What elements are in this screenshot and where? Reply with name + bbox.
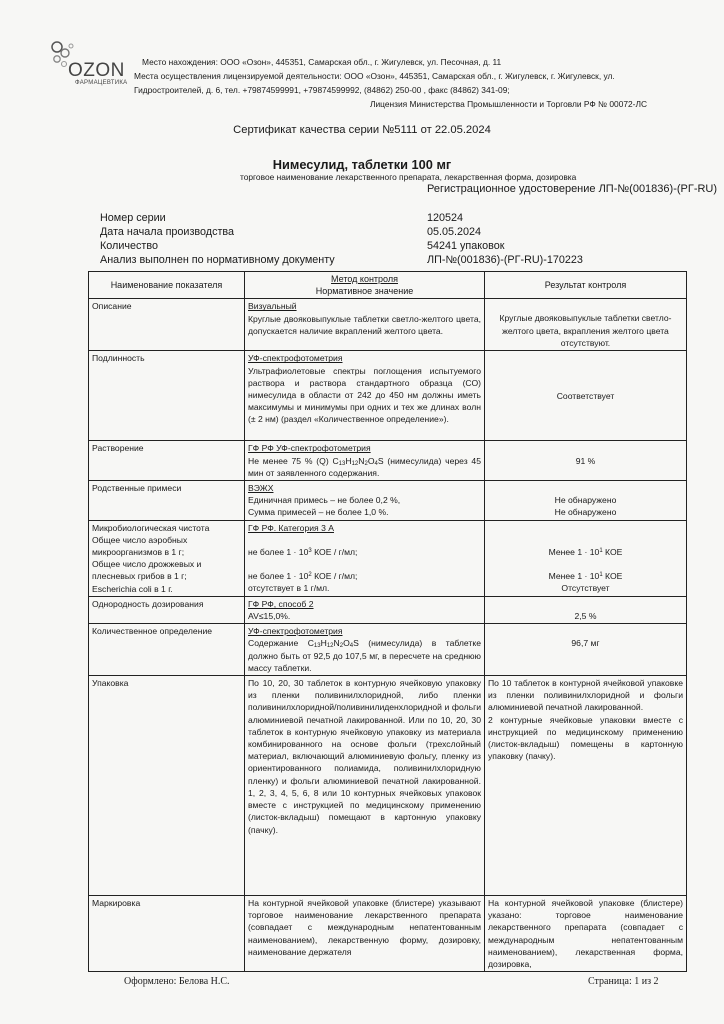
method-title: УФ-спектрофотометрия bbox=[248, 353, 343, 364]
row-method bbox=[245, 351, 485, 441]
registration-certificate: Регистрационное удостоверение ЛП-№(001836)-(РГ-RU) bbox=[427, 183, 718, 195]
result-paragraph: 2 контурные ячейковые упаковки вместе с инструкцией по медицинскому применению (листок-вкладыш) помещены в картонную упаковку (пачку). bbox=[488, 714, 683, 762]
header-result: Результат контроля bbox=[485, 272, 687, 299]
norm-line: не более $1 \cdot 10^3$ КОЕ / г/мл; bbox=[248, 546, 358, 557]
method-title: ГФ РФ, способ 2 bbox=[248, 598, 314, 609]
table-row bbox=[89, 520, 687, 596]
header-address: Место нахождения: ООО «Озон», 445351, Самарская обл., г. Жигулевск, ул. Песочная, д. 11 bbox=[142, 57, 502, 67]
table-row bbox=[89, 481, 687, 521]
method-title: ГФ РФ УФ-спектрофотометрия bbox=[248, 443, 371, 454]
row-method bbox=[245, 299, 485, 351]
method-title: Визуальный bbox=[248, 301, 297, 312]
production-date-label: Дата начала производства bbox=[100, 226, 235, 238]
header-contacts: Гидростроителей, д. 6, тел. +79874599991, +79874599992, (84862) 250-00 , факс (84862) 341-09; bbox=[134, 85, 510, 95]
table-row bbox=[89, 624, 687, 676]
table-header-row bbox=[89, 272, 687, 299]
row-result: 2,5 % bbox=[485, 596, 687, 623]
row-method: По 10, 20, 30 таблеток в контурную ячейковую упаковку из пленки поливинилхлоридной, либо пленки поливинилхлоридной/поливинилиденхлоридной и фольги алюминиевой печатной лакированной. Или по 10, 20, 30 таблеток в контурную ячейковую упаковку из материала комбинированного на основе фольги (трехслойный материал, включающий алюминиевую фольгу, пленку из ориентированного полиамида, поливинилхлоридную пленку) и фольги алюминиевой печатной лакированной. 1, 2, 3, 4, 5, 6, 8 или 10 контурных ячейковых упаковок вместе с инструкцией по медицинскому применению (листок-вкладыш) помещают в картонную упаковку (пачку). bbox=[245, 676, 485, 896]
norm-line: не более $1 \cdot 10^2$ КОЕ / г/мл; bbox=[248, 571, 358, 582]
header-method bbox=[245, 272, 485, 299]
row-method bbox=[245, 596, 485, 623]
norm-text: Ультрафиолетовые спектры поглощения испытуемого раствора и раствора стандартного образца (СО) нимесулида в области от 242 до 450 нм должны иметь максимумы и минимумы при одних и тех же длинах волн (± 2 нм) (раздел «Количественное определение»). bbox=[248, 365, 481, 425]
method-title: УФ-спектрофотометрия bbox=[248, 626, 343, 637]
normative-doc-label: Анализ выполнен по нормативному документу bbox=[100, 254, 335, 266]
header-licensed-places: Места осуществления лицензируемой деятельности: ООО «Озон», 445351, Самарская обл., г. Жигулевск, г. Жигулевск, ул. bbox=[134, 71, 615, 81]
header-license: Лицензия Министерства Промышленности и Торговли РФ № 00072-ЛС bbox=[370, 99, 647, 109]
prepared-by: Оформлено: Белова Н.С. bbox=[124, 976, 230, 987]
row-result bbox=[485, 299, 687, 351]
row-name: Упаковка bbox=[89, 676, 245, 896]
result-line: Менее $1 \cdot 10^1$ КОЕ bbox=[548, 570, 623, 581]
result-line: Менее $1 \cdot 10^1$ КОЕ bbox=[548, 546, 623, 557]
row-method bbox=[245, 481, 485, 521]
row-name: Описание bbox=[89, 299, 245, 351]
table-row bbox=[89, 676, 687, 896]
result-line: Отсутствует bbox=[561, 583, 610, 594]
page-number: Страница: 1 из 2 bbox=[588, 976, 659, 987]
table-row bbox=[89, 299, 687, 351]
row-name: Количественное определение bbox=[89, 624, 245, 676]
result-line: Не обнаружено bbox=[554, 495, 617, 506]
method-title: ГФ РФ. Категория 3 А bbox=[248, 522, 334, 533]
norm-text: Круглые двояковыпуклые таблетки светло-желтого цвета, допускается наличие вкраплений желтого цвета. bbox=[248, 313, 481, 336]
norm-text: Не менее 75 % (Q) $C_{13}H_{12}N_2O_4S$ (нимесулида) через 45 мин от заявленного содержания. bbox=[248, 455, 481, 478]
row-result bbox=[485, 481, 687, 521]
row-name: Микробиологическая чистота Общее число аэробных микроорганизмов в 1 г; Общее число дрожжевых и плесневых грибов в 1 г; Escherichia coli в 1 г. bbox=[89, 520, 245, 596]
row-result: 91 % bbox=[485, 441, 687, 481]
logo-text: OZON bbox=[68, 60, 125, 81]
production-date-value: 05.05.2024 bbox=[427, 226, 482, 238]
product-subtitle: торговое наименование лекарственного препарата, лекарственная форма, дозировка bbox=[240, 172, 577, 182]
certificate-title: Сертификат качества серии №5111 от 22.05.2024 bbox=[233, 124, 491, 136]
batch-number-value: 120524 bbox=[427, 212, 464, 224]
quantity-value: 54241 упаковок bbox=[427, 240, 505, 252]
norm-line: Единичная примесь – не более 0,2 %, bbox=[248, 495, 401, 506]
product-name: Нимесулид, таблетки 100 мг bbox=[272, 157, 452, 172]
row-result: 96,7 мг bbox=[485, 624, 687, 676]
row-method bbox=[245, 520, 485, 596]
norm-text: Содержание $C_{13}H_{12}N_2O_4S$ (нимесулида) в таблетке должно быть от 92,5 до 107,5 мг, в пересчете на среднюю массу таблетки. bbox=[248, 638, 481, 673]
quantity-label: Количество bbox=[100, 240, 158, 252]
row-name: Однородность дозирования bbox=[89, 596, 245, 623]
norm-text: AV≤15,0%. bbox=[248, 611, 291, 622]
table-row bbox=[89, 351, 687, 441]
normative-doc-value: ЛП-№(001836)-(РГ-RU)-170223 bbox=[427, 254, 583, 266]
result-line: Не обнаружено bbox=[554, 507, 617, 518]
result-text: Круглые двояковыпуклые таблетки светло-желтого цвета, вкрапления желтого цвета отсутствуют. bbox=[499, 313, 672, 348]
table-row bbox=[89, 896, 687, 972]
row-result: На контурной ячейковой упаковке (блистере) указано: торговое наименование лекарственного препарата (совпадает с международным непатентованным наименованием), лекарственная форма, дозировка, bbox=[485, 896, 687, 972]
quality-table bbox=[88, 271, 687, 972]
row-method: На контурной ячейковой упаковке (блистере) указывают торговое наименование лекарственного препарата (совпадает с международным непатентованным наименованием), лекарственную форму, дозировку, наименование держателя bbox=[245, 896, 485, 972]
method-title: ВЭЖХ bbox=[248, 483, 274, 494]
table-row bbox=[89, 441, 687, 481]
logo-subtitle: ФАРМАЦЕВТИКА bbox=[75, 80, 128, 86]
row-result bbox=[485, 676, 687, 896]
norm-line: отсутствует в 1 г/мл. bbox=[248, 583, 330, 594]
norm-line: Сумма примесей – не более 1,0 %. bbox=[248, 507, 389, 518]
row-name: Маркировка bbox=[89, 896, 245, 972]
row-name: Растворение bbox=[89, 441, 245, 481]
row-method bbox=[245, 441, 485, 481]
header-method-line1: Метод контроля bbox=[331, 274, 398, 284]
row-result bbox=[485, 520, 687, 596]
table-row bbox=[89, 596, 687, 623]
result-paragraph: По 10 таблеток в контурной ячейковой упаковке из пленки поливинилхлоридной и фольги алюминиевой печатной лакированной. bbox=[488, 678, 683, 713]
row-result: Соответствует bbox=[485, 351, 687, 441]
row-method bbox=[245, 624, 485, 676]
row-name: Родственные примеси bbox=[89, 481, 245, 521]
batch-number-label: Номер серии bbox=[100, 212, 166, 224]
header-indicator: Наименование показателя bbox=[89, 272, 245, 299]
header-method-line2: Нормативное значение bbox=[315, 286, 414, 297]
row-name: Подлинность bbox=[89, 351, 245, 441]
